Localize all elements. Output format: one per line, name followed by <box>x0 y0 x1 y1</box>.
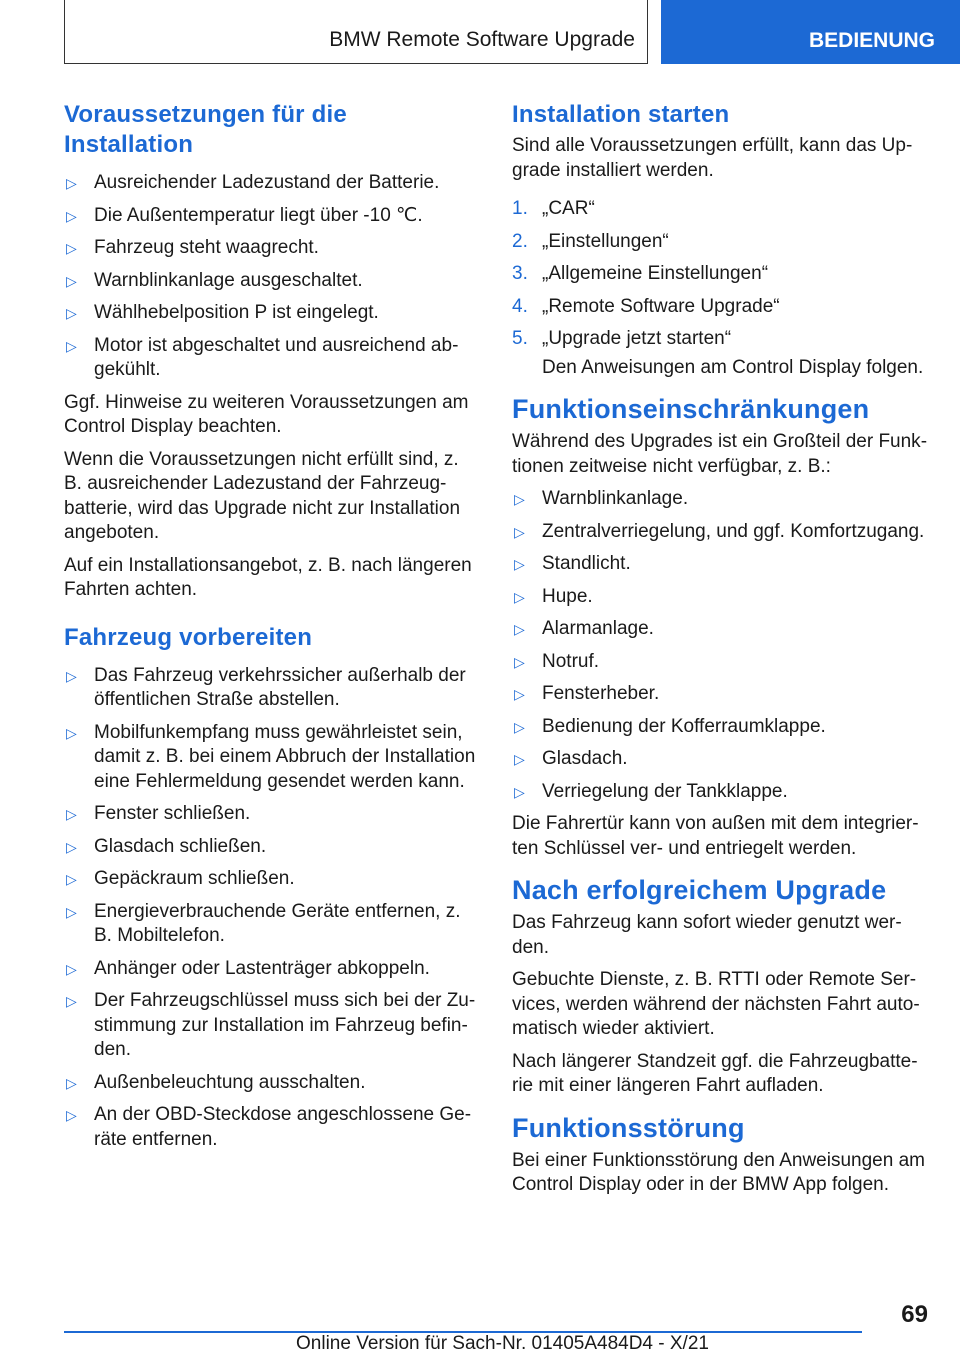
triangle-right-icon: ▷ <box>514 686 525 702</box>
triangle-right-icon: ▷ <box>66 175 77 191</box>
right-column <box>512 100 928 1206</box>
triangle-right-icon: ▷ <box>66 240 77 256</box>
list-item: ▷ Glasdach schließen. <box>64 835 476 860</box>
steps-list <box>512 197 928 352</box>
paragraph: Wenn die Voraussetzungen nicht erfüllt sind, z. B. ausreichender Ladezustand der Fahrzeugbatterie, wird das Upgrade nicht zur Installation angeboten. <box>64 448 461 543</box>
paragraph: Den Anweisungen am Control Display folgen. <box>542 356 924 378</box>
triangle-right-icon: ▷ <box>514 491 525 507</box>
paragraph: Die Fahrertür kann von außen mit dem integrierten Schlüssel ver- und entriegelt werden. <box>512 813 919 859</box>
triangle-right-icon: ▷ <box>66 337 77 354</box>
section-title-prepare-vehicle: Fahrzeug vorbereiten <box>64 623 313 651</box>
list-item: 4. „Remote Software Upgrade“ <box>512 295 780 317</box>
triangle-right-icon: ▷ <box>514 751 525 767</box>
list-item: ▷ Zentralverriegelung, und ggf. Komfortzugang. <box>512 520 928 545</box>
triangle-right-icon: ▷ <box>514 718 525 735</box>
triangle-right-icon: ▷ <box>66 838 77 855</box>
list-item: 1. „CAR“ <box>512 198 595 219</box>
list-item: ▷ Anhänger oder Lastenträger abkoppeln. <box>64 957 476 982</box>
list-item: ▷ Glasdach. <box>512 747 928 772</box>
triangle-right-icon: ▷ <box>66 207 77 224</box>
list-item: ▷ Standlicht. <box>512 552 928 577</box>
section-title-after-upgrade: Nach erfolgreichem Upgrade <box>512 875 887 905</box>
paragraph: Gebuchte Dienste, z. B. RTTI oder Remote Services, werden während der nächsten Fahrt automatisch wieder aktiviert. <box>512 969 920 1039</box>
list-item: ▷ Notruf. <box>512 650 928 675</box>
requirements-list <box>64 171 476 383</box>
paragraph: Während des Upgrades ist ein Großteil der Funktionen zeitweise nicht verfügbar, z. B.: <box>512 431 928 477</box>
header-box <box>64 0 648 64</box>
triangle-right-icon: ▷ <box>514 523 525 540</box>
page-number: 69 <box>901 1301 928 1328</box>
triangle-right-icon: ▷ <box>66 993 77 1009</box>
triangle-right-icon: ▷ <box>66 806 77 822</box>
section-title-start-installation: Installation starten <box>512 101 730 128</box>
list-item: 3. „Allgemeine Einstellungen“ <box>512 263 769 284</box>
list-item: ▷ Motor ist abgeschaltet und ausreichend abgekühlt. <box>66 334 459 380</box>
triangle-right-icon: ▷ <box>66 724 77 741</box>
list-item: ▷ Die Außentemperatur liegt über -10 ℃. <box>64 204 476 229</box>
header-tab: BEDIENUNG <box>661 0 960 64</box>
paragraph: Das Fahrzeug kann sofort wieder genutzt werden. <box>512 912 902 958</box>
paragraph: Sind alle Voraussetzungen erfüllt, kann das Upgrade installiert werden. <box>512 135 913 181</box>
triangle-right-icon: ▷ <box>66 1107 77 1123</box>
list-item: ▷ Fahrzeug steht waagrecht. <box>64 236 476 261</box>
paragraph: Ggf. Hinweise zu weiteren Voraussetzungen am Control Display beachten. <box>64 391 469 437</box>
triangle-right-icon: ▷ <box>66 667 77 684</box>
list-item: ▷ Das Fahrzeug verkehrssicher außerhalb der öffentlichen Straße abstellen. <box>66 664 466 710</box>
triangle-right-icon: ▷ <box>66 272 77 289</box>
list-item: ▷ Ausreichender Ladezustand der Batterie. <box>64 171 476 196</box>
left-column <box>64 100 476 1160</box>
list-item: ▷ Alarmanlage. <box>512 617 928 642</box>
list-item: ▷ An der OBD-Steckdose angeschlossene Geräte entfernen. <box>66 1104 472 1150</box>
list-item: ▷ Mobilfunkempfang muss gewährleistet sein, damit z. B. bei einem Abbruch der Installation eine Fehlermeldung gesendet werden kann. <box>66 721 476 792</box>
section-title-malfunction: Funktionsstörung <box>512 1112 745 1143</box>
triangle-right-icon: ▷ <box>514 556 525 572</box>
triangle-right-icon: ▷ <box>66 960 77 977</box>
list-item: ▷ Fenster schließen. <box>64 802 476 827</box>
prepare-list <box>64 664 476 1153</box>
section-title-restrictions: Funktionseinschränkungen <box>512 394 870 424</box>
footer-text: Online Version für Sach-Nr. 01405A484D4 - X/21 <box>296 1333 709 1354</box>
section-title-requirements: Voraussetzungen für die Installation <box>64 101 347 158</box>
list-item: 5. „Upgrade jetzt starten“ <box>512 328 732 349</box>
list-item: ▷ Fensterheber. <box>512 682 928 707</box>
triangle-right-icon: ▷ <box>66 871 77 887</box>
list-item: ▷ Wählhebelposition P ist eingelegt. <box>64 301 476 326</box>
list-item: ▷ Energieverbrauchende Geräte entfernen, z. B. Mobiltelefon. <box>66 900 461 946</box>
triangle-right-icon: ▷ <box>66 1074 77 1091</box>
header-title: BMW Remote Software Upgrade <box>329 28 635 51</box>
triangle-right-icon: ▷ <box>66 305 77 321</box>
paragraph: Nach längerer Standzeit ggf. die Fahrzeugbatterie mit einer längeren Fahrt aufladen. <box>512 1050 918 1096</box>
list-item: ▷ Verriegelung der Tankklappe. <box>512 780 928 805</box>
list-item: ▷ Außenbeleuchtung ausschalten. <box>64 1071 476 1096</box>
triangle-right-icon: ▷ <box>514 653 525 670</box>
triangle-right-icon: ▷ <box>514 621 525 637</box>
list-item: ▷ Der Fahrzeugschlüssel muss sich bei der Zustimmung zur Installation im Fahrzeug befinden. <box>66 990 476 1060</box>
list-item: ▷ Warnblinkanlage ausgeschaltet. <box>64 269 476 294</box>
list-item: ▷ Warnblinkanlage. <box>512 487 928 512</box>
triangle-right-icon: ▷ <box>514 588 525 605</box>
list-item: ▷ Bedienung der Kofferraumklappe. <box>512 715 928 740</box>
list-item: ▷ Gepäckraum schließen. <box>64 867 476 892</box>
list-item: 2. „Einstellungen“ <box>512 230 669 252</box>
triangle-right-icon: ▷ <box>514 783 525 800</box>
paragraph: Auf ein Installationsangebot, z. B. nach längeren Fahrten achten. <box>64 554 472 600</box>
paragraph: Bei einer Funktionsstörung den Anweisungen am Control Display oder in der BMW App folgen. <box>512 1149 925 1195</box>
restrictions-list <box>512 487 928 804</box>
list-item: ▷ Hupe. <box>512 585 928 610</box>
triangle-right-icon: ▷ <box>66 903 77 920</box>
